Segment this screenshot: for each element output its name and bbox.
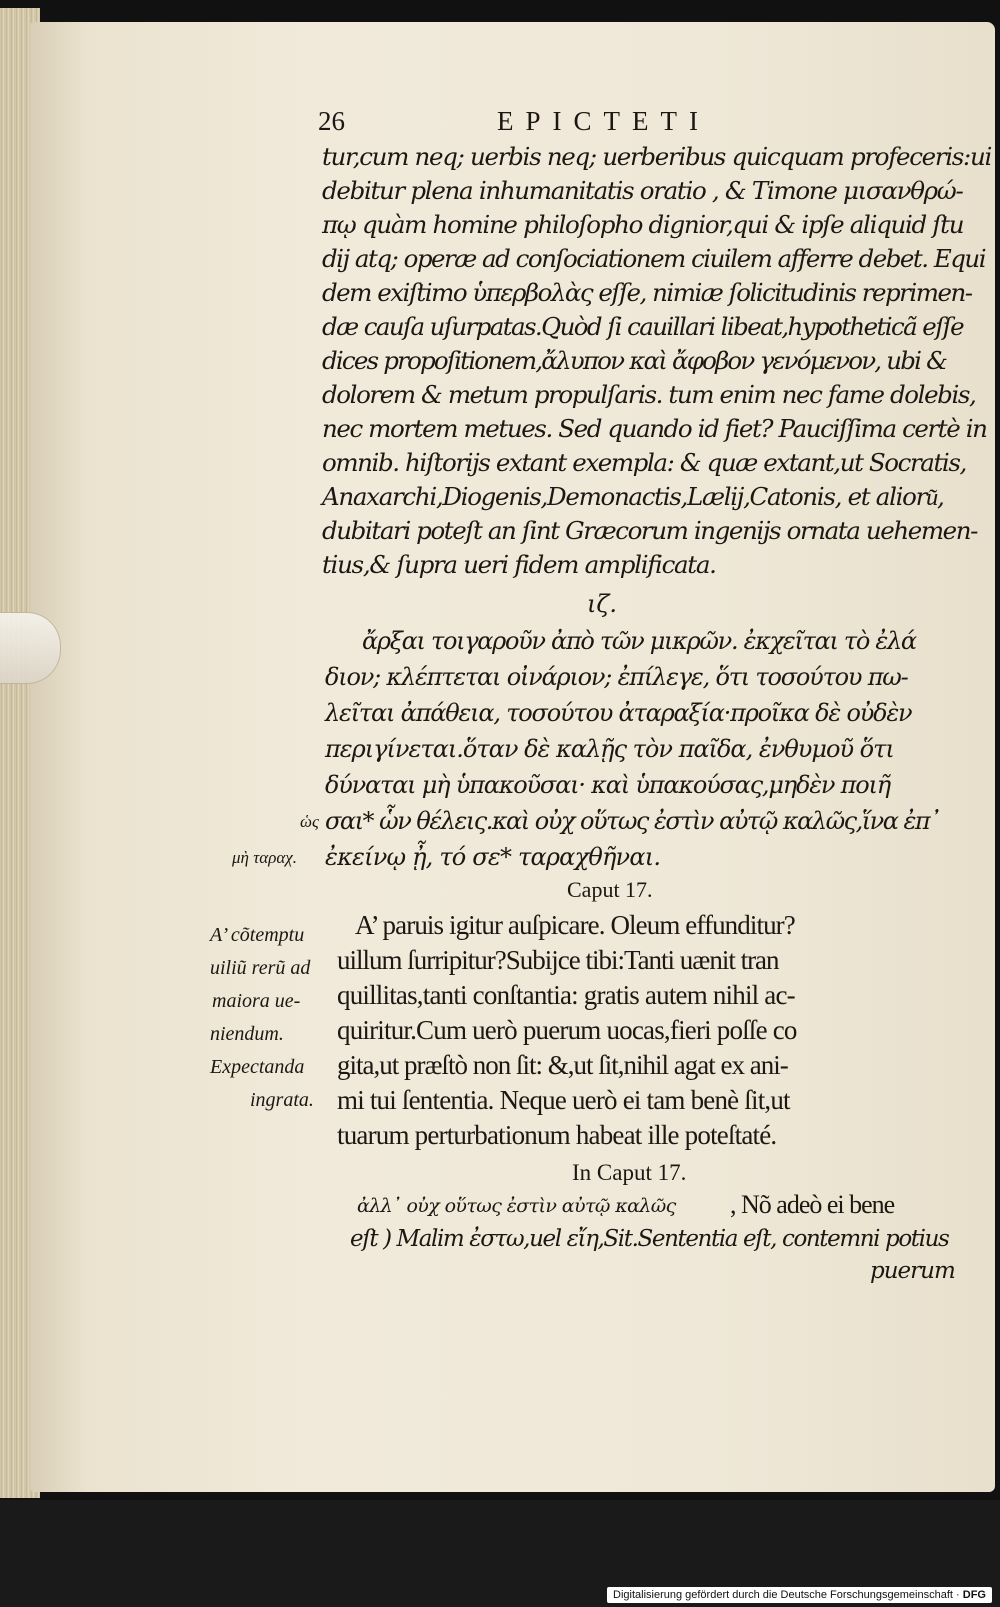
footer-text: Digitalisierung gefördert durch die Deutsche Forschungsgemeinschaft [613, 1589, 953, 1601]
commentary-latin-text: , Nõ adeò ei bene [730, 1190, 895, 1219]
greek-line: ἐκείνῳ ᾖ, τό σε* ταραχθῆναι. [325, 843, 661, 871]
commentary-line: πῳ quàm homine philoſopho dignior,qui & ipſe aliquid ſtu [322, 210, 964, 239]
greek-line: περιγίνεται.ὅταν δὲ καλῇς τὸν παῖδα, ἐνθυμοῦ ὅτι [325, 735, 894, 763]
section-heading: Caput 17. [567, 877, 653, 902]
latin-line: quiritur.Cum uerò puerum uocas,fieri poſſe co [337, 1015, 797, 1045]
latin-margin-note: A’ cõtemptu [210, 924, 305, 946]
dfg-logo: DFG [962, 1589, 986, 1601]
latin-line: A’ paruis igitur auſpicare. Oleum effunditur? [355, 910, 795, 940]
commentary-line: tur,cum neq; uerbis neq; uerberibus quicquam profeceris:ui [322, 142, 992, 171]
latin-line: tuarum perturbationum habeat ille poteſtaté. [337, 1120, 777, 1150]
greek-line: λεῖται ἀπάθεια, τοσούτου ἀταραξία·προῖκα δὲ οὐδὲν [325, 699, 912, 727]
commentary-line: dij atq; operæ ad conſociationem ciuilem afferre debet. Equi [322, 244, 986, 273]
greek-line: σαι* ὧν θέλεις.καὶ οὐχ οὕτως ἐστὶν αὐτῷ καλῶς,ἵνα ἐπ᾽ [325, 807, 940, 835]
latin-margin-note: Expectanda [210, 1056, 305, 1078]
commentary-line: dæ cauſa uſurpatas.Quòd ſi cauillari libeat,hypotheticã eſſe [322, 312, 964, 341]
page-clip [0, 612, 61, 684]
catchword: puerum [870, 1258, 955, 1284]
commentary-line: dem exiſtimo ὑπερβολὰς eſſe, nimiæ ſolicitudinis reprimen- [322, 278, 972, 307]
page-number: 26 [318, 106, 345, 136]
greek-section-number: ιζ. [587, 590, 618, 618]
commentary-line: nec mortem metues. Sed quando id fiet? Pauciſſima certè in [322, 414, 987, 443]
greek-margin-note: ὡς [300, 812, 319, 831]
latin-line: quillitas,tanti conſtantia: gratis autem nihil ac- [337, 980, 795, 1010]
dfg-credit [607, 1587, 992, 1603]
greek-line: διον; κλέπτεται οἰνάριον; ἐπίλεγε, ὅτι τοσούτου πω- [325, 663, 908, 691]
commentary-line: dices propoſitionem,ἄλυπον καὶ ἄφοβον γενόμενον, ubi & [322, 346, 947, 375]
footer-separator: · [956, 1589, 963, 1601]
greek-line: δύναται μὴ ὑπακοῦσαι· καὶ ὑπακούσας,μηδὲν ποιῆ [325, 771, 890, 799]
greek-line: ἄρξαι τοιγαροῦν ἀπὸ τῶν μικρῶν. ἐκχεῖται τὸ ἐλά [362, 627, 916, 655]
latin-margin-note: maiora ue- [212, 990, 301, 1012]
commentary-heading: In Caput 17. [572, 1160, 687, 1185]
greek-margin-note: μὴ ταραχ. [232, 848, 298, 867]
latin-margin-note: ingrata. [250, 1089, 314, 1111]
commentary-line: Anaxarchi,Diogenis,Demonactis,Lælij,Catonis, et alioru͂, [322, 482, 944, 511]
running-head: EPICTETI [497, 106, 710, 136]
latin-line: mi tui ſententia. Neque uerò ei tam benè ſit,ut [337, 1085, 790, 1115]
commentary-line: debitur plena inhumanitatis oratio , & Timone μισανθρώ- [322, 176, 963, 205]
latin-margin-note: niendum. [210, 1023, 284, 1045]
commentary-line: eſt ) Malim ἐστω,uel εἴη,Sit.Sententia eſt, contemni potius [350, 1226, 949, 1252]
commentary-line: dubitari poteſt an ſint Græcorum ingenijs ornata uehemen- [322, 516, 978, 545]
commentary-line: omnib. hiſtorijs extant exempla: & quæ extant,ut Socratis, [322, 448, 966, 477]
latin-margin-note: uiliũ rerũ ad [210, 957, 311, 979]
footer-bar [0, 1500, 1000, 1607]
latin-line: uillum ſurripitur?Subijce tibi:Tanti uænit tran [337, 945, 779, 975]
commentary-line: dolorem & metum propulſaris. tum enim nec fame dolebis, [322, 380, 976, 409]
commentary-greek-lemma: ἀλλ᾽ οὐχ οὕτως ἐστὶν αὐτῷ καλῶς [357, 1195, 676, 1217]
latin-line: gita,ut præſtò non ſit: &,ut ſit,nihil agat ex ani- [337, 1050, 788, 1080]
commentary-line: tius,& ſupra ueri fidem amplificata. [322, 550, 716, 579]
